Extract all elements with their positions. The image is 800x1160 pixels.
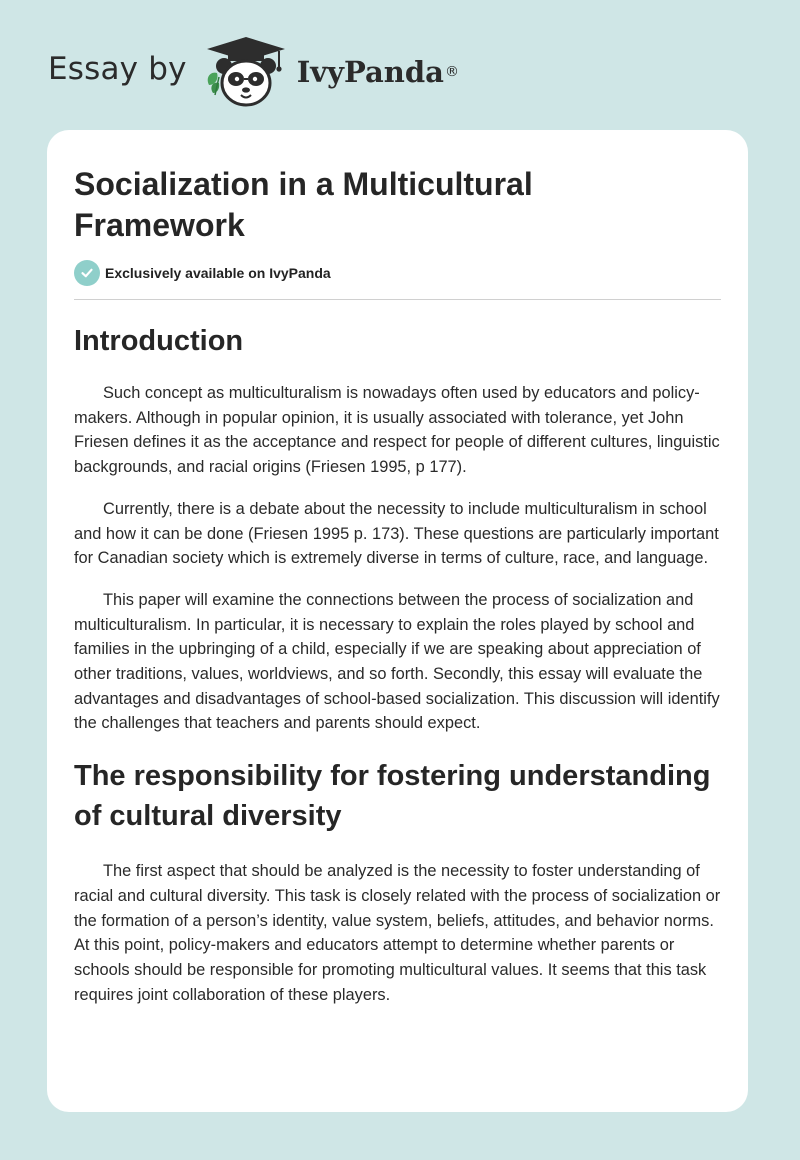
exclusive-badge: [74, 259, 721, 287]
brand-prefix: Essay by: [48, 51, 187, 87]
essay-card: [47, 130, 748, 1112]
section-body: [74, 859, 721, 1007]
section-responsibility: [74, 756, 721, 1007]
section-heading: Introduction: [74, 325, 244, 357]
section-heading: The responsibility for fostering understanding of cultural diversity: [74, 760, 711, 833]
check-icon: [74, 260, 100, 286]
paragraph: This paper will examine the connections between the process of socialization and multiculturalism. In particular, it is necessary to explain the roles played by school and families in the upbringing of a child, especially if we are speaking about appreciation of other traditions, values, worldviews, and so forth. Secondly, this essay will evaluate the advantages and disadvantages of school-based socialization. This discussion will identify the challenges that teachers and parents should expect.: [74, 590, 720, 733]
paragraph: Currently, there is a debate about the necessity to include multiculturalism in school and how it can be done (Friesen 1995 p. 173). These questions are particularly important for Canadian society which is extremely diverse in terms of culture, race, and language.: [74, 499, 719, 568]
section-body: [74, 381, 721, 736]
paragraph: The first aspect that should be analyzed is the necessity to foster understanding of racial and cultural diversity. This task is closely related with the process of socialization or the formation of a person’s identity, value system, beliefs, attitudes, and behavior norms. At this point, policy-makers and educators attempt to determine whether parents or schools should be responsible for promoting multicultural values. It seems that this task requires joint collaboration of these players.: [74, 862, 721, 1004]
paragraph: Such concept as multiculturalism is nowadays often used by educators and policy-makers. Although in popular opinion, it is usually associated with tolerance, yet John Friesen defines it as the acceptance and respect for people of different cultures, linguistic backgrounds, and racial origins (Friesen 1995, p 177).: [74, 384, 720, 477]
exclusive-label: Exclusively available on IvyPanda: [105, 265, 331, 281]
essay-title: Socialization in a Multicultural Framework: [74, 166, 533, 243]
panda-graduate-icon: [201, 33, 291, 111]
brand-header: [48, 32, 459, 112]
divider: [74, 299, 721, 300]
section-introduction: [74, 321, 721, 736]
brand-name: IvyPanda: [296, 55, 444, 89]
registered-mark: ®: [444, 64, 459, 80]
